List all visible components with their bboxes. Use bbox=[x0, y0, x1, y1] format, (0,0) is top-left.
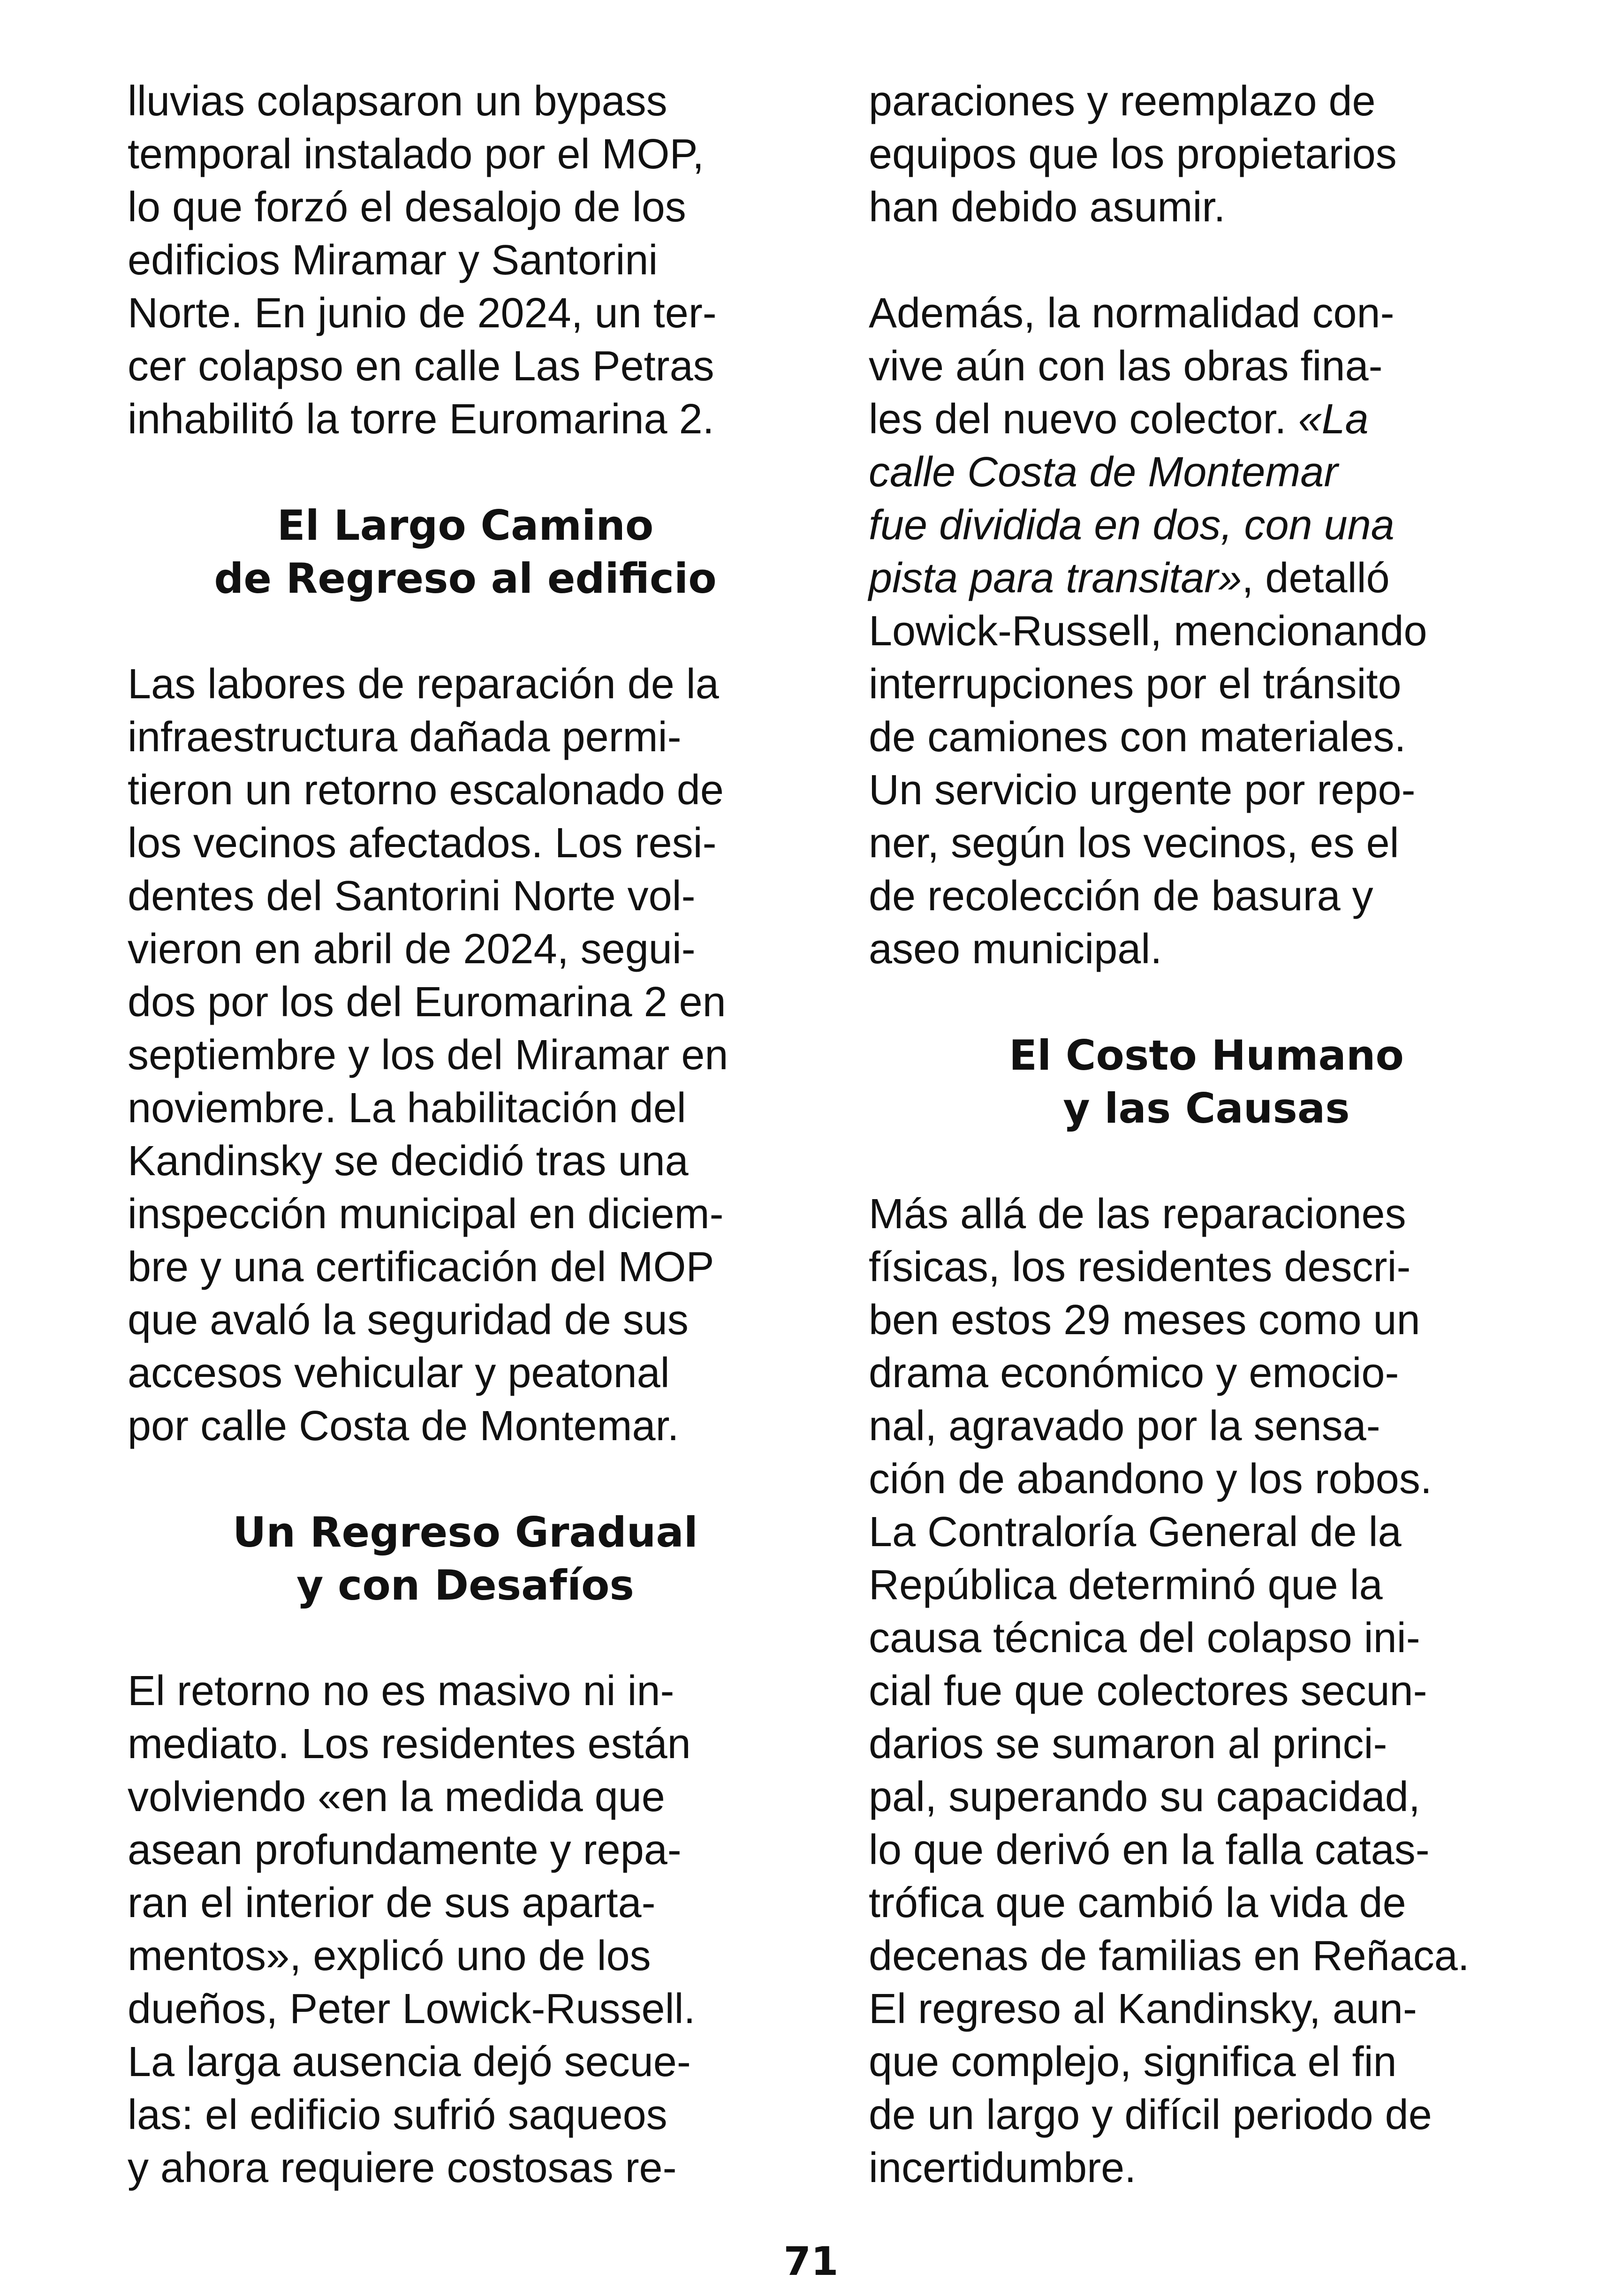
text-line: paraciones y reemplazo de bbox=[869, 78, 1376, 125]
text-line: ner, según los vecinos, es el bbox=[869, 820, 1399, 867]
paragraph-retorno bbox=[128, 1665, 803, 2195]
text-line: Además, la normalidad con- bbox=[869, 290, 1395, 337]
text-line: dentes del Santorini Norte vol- bbox=[128, 873, 696, 920]
text-line: las: el edificio sufrió saqueos bbox=[128, 2092, 667, 2138]
text-line: dueños, Peter Lowick-Russell. bbox=[128, 1986, 696, 2032]
text-line: trófica que cambió la vida de bbox=[869, 1880, 1406, 1926]
text-line: darios se sumaron al princi- bbox=[869, 1721, 1387, 1767]
text-line: El retorno no es masivo ni in- bbox=[128, 1668, 675, 1714]
text-line: han debido asumir. bbox=[869, 184, 1226, 231]
text-line: asean profundamente y repa- bbox=[128, 1827, 682, 1873]
text-line: Las labores de reparación de la bbox=[128, 661, 719, 708]
text-line: de recolección de basura y bbox=[869, 873, 1373, 920]
text-line: mentos», explicó uno de los bbox=[128, 1933, 651, 1979]
page-number: 71 bbox=[783, 2238, 839, 2284]
text-line: vieron en abril de 2024, segui- bbox=[128, 926, 696, 973]
text-line: físicas, los residentes descri- bbox=[869, 1244, 1411, 1291]
text-line: decenas de familias en Reñaca. bbox=[869, 1933, 1470, 1979]
text-line: dos por los del Euromarina 2 en bbox=[128, 979, 726, 1026]
text-line: tieron un retorno escalonado de bbox=[128, 767, 724, 814]
text-line: y ahora requiere costosas re- bbox=[128, 2145, 677, 2191]
text-line: República determinó que la bbox=[869, 1562, 1383, 1609]
text-run: , detalló bbox=[1242, 555, 1390, 602]
text-line: causa técnica del colapso ini- bbox=[869, 1615, 1420, 1662]
paragraph-costo-humano bbox=[869, 1188, 1544, 2195]
text-line bbox=[869, 552, 1544, 605]
text-line: temporal instalado por el MOP, bbox=[128, 131, 704, 178]
text-line: de camiones con materiales. bbox=[869, 714, 1406, 761]
text-line: Más allá de las reparaciones bbox=[869, 1191, 1406, 1238]
text-line: nal, agravado por la sensa- bbox=[869, 1403, 1380, 1450]
text-line: interrupciones por el tránsito bbox=[869, 661, 1402, 708]
heading-line: y con Desafíos bbox=[296, 1561, 634, 1609]
text-line: lluvias colapsaron un bypass bbox=[128, 78, 667, 125]
text-line: mediato. Los residentes están bbox=[128, 1721, 691, 1767]
text-line: La Contraloría General de la bbox=[869, 1509, 1402, 1556]
text-line: ción de abandono y los robos. bbox=[869, 1456, 1432, 1503]
text-line: septiembre y los del Miramar en bbox=[128, 1032, 728, 1079]
quote-line: calle Costa de Montemar bbox=[869, 449, 1338, 496]
text-line: lo que forzó el desalojo de los bbox=[128, 184, 686, 231]
quote-line: fue dividida en dos, con una bbox=[869, 502, 1395, 549]
heading-line: de Regreso al edificio bbox=[214, 554, 717, 603]
text-line: noviembre. La habilitación del bbox=[128, 1085, 686, 1132]
text-run: les del nuevo colector. bbox=[869, 396, 1298, 443]
text-line: equipos que los propietarios bbox=[869, 131, 1397, 178]
text-line: inhabilitó la torre Euromarina 2. bbox=[128, 396, 714, 443]
paragraph-normalidad bbox=[869, 287, 1544, 976]
text-line: de un largo y difícil periodo de bbox=[869, 2092, 1432, 2138]
heading-line: Un Regreso Gradual bbox=[233, 1508, 698, 1556]
text-line: Un servicio urgente por repo- bbox=[869, 767, 1416, 814]
text-line: inspección municipal en diciem- bbox=[128, 1191, 724, 1238]
text-line: El regreso al Kandinsky, aun- bbox=[869, 1986, 1417, 2032]
heading-regreso-gradual bbox=[128, 1506, 803, 1612]
text-line: infraestructura dañada permi- bbox=[128, 714, 682, 761]
paragraph-reparaciones bbox=[869, 75, 1544, 234]
quote-run: pista para transitar» bbox=[869, 555, 1242, 602]
text-line bbox=[869, 393, 1544, 446]
heading-costo-humano bbox=[869, 1029, 1544, 1135]
text-line: volviendo «en la medida que bbox=[128, 1774, 665, 1820]
text-line: por calle Costa de Montemar. bbox=[128, 1403, 679, 1450]
right-column bbox=[869, 75, 1544, 2195]
text-line: los vecinos afectados. Los resi- bbox=[128, 820, 717, 867]
text-line: accesos vehicular y peatonal bbox=[128, 1350, 670, 1397]
paragraph-labores bbox=[128, 658, 803, 1453]
text-line: Kandinsky se decidió tras una bbox=[128, 1138, 689, 1185]
text-line: drama económico y emocio- bbox=[869, 1350, 1399, 1397]
text-line: pal, superando su capacidad, bbox=[869, 1774, 1420, 1820]
text-line: cer colapso en calle Las Petras bbox=[128, 343, 714, 390]
text-line: Norte. En junio de 2024, un ter- bbox=[128, 290, 717, 337]
quote-run: «La bbox=[1298, 396, 1369, 443]
left-column bbox=[128, 75, 803, 2195]
heading-line: y las Causas bbox=[1063, 1084, 1350, 1133]
text-line: lo que derivó en la falla catas- bbox=[869, 1827, 1430, 1873]
text-line: edificios Miramar y Santorini bbox=[128, 237, 658, 284]
text-line: Lowick-Russell, mencionando bbox=[869, 608, 1427, 655]
heading-line: El Largo Camino bbox=[277, 501, 654, 550]
text-line: ran el interior de sus aparta- bbox=[128, 1880, 656, 1926]
heading-line: El Costo Humano bbox=[1009, 1031, 1404, 1080]
text-line: bre y una certificación del MOP bbox=[128, 1244, 714, 1291]
paragraph-intro-continuation bbox=[128, 75, 803, 446]
text-line: La larga ausencia dejó secue- bbox=[128, 2039, 691, 2085]
text-line: que avaló la seguridad de sus bbox=[128, 1297, 689, 1344]
text-line: vive aún con las obras fina- bbox=[869, 343, 1383, 390]
text-line: que complejo, significa el fin bbox=[869, 2039, 1397, 2085]
text-line: incertidumbre. bbox=[869, 2145, 1137, 2191]
text-line: cial fue que colectores secun- bbox=[869, 1668, 1427, 1714]
text-line: ben estos 29 meses como un bbox=[869, 1297, 1420, 1344]
heading-largo-camino bbox=[128, 499, 803, 605]
text-line: aseo municipal. bbox=[869, 926, 1162, 973]
